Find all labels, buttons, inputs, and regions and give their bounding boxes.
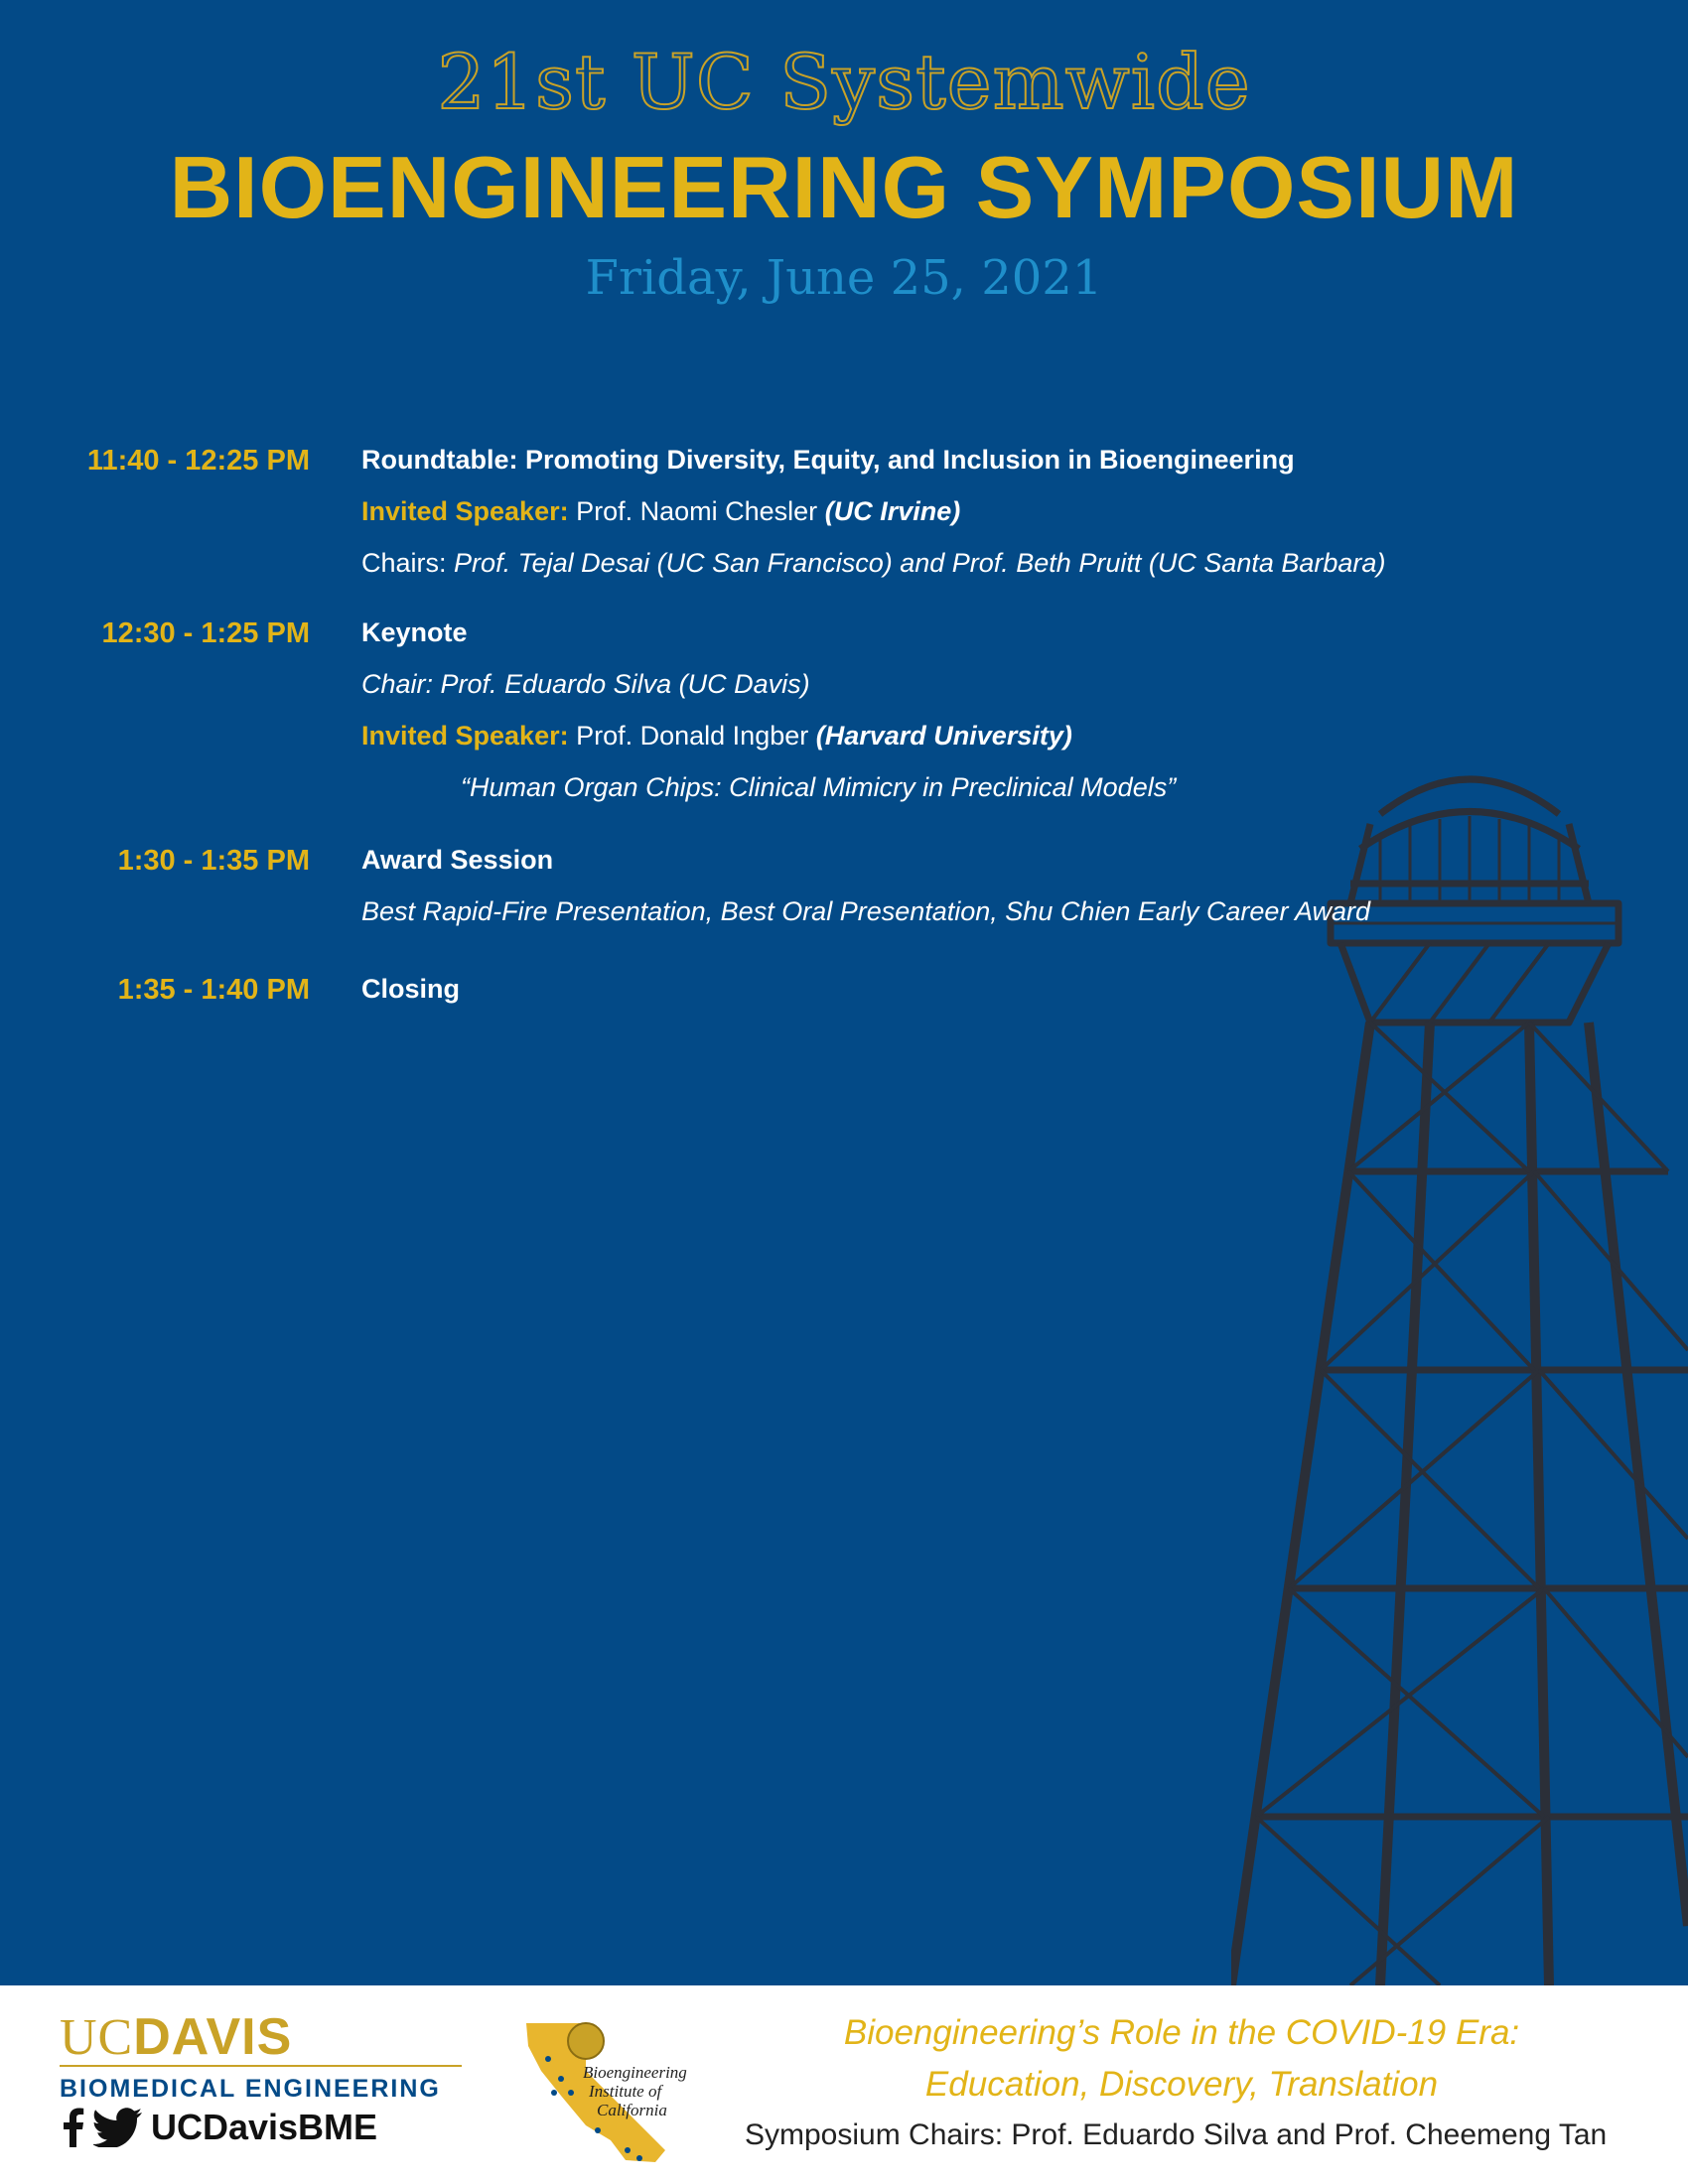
theme-line-2: Education, Discovery, Translation	[924, 2065, 1439, 2104]
schedule-time: 1:30 - 1:35 PM	[117, 845, 310, 877]
speaker-affiliation: (UC Irvine)	[824, 496, 961, 526]
event-title: BIOENGINEERING SYMPOSIUM	[169, 138, 1519, 236]
social-handle[interactable]: UCDavisBME	[151, 2107, 378, 2147]
facebook-icon[interactable]	[60, 2108, 85, 2147]
chairs-names: Prof. Tejal Desai (UC San Francisco) and Prof. Beth Pruitt (UC Santa Barbara)	[454, 548, 1386, 578]
water-tower-illustration	[1231, 754, 1688, 1985]
schedule-title: Closing	[361, 974, 460, 1004]
schedule-title: Roundtable: Promoting Diversity, Equity, and Inclusion in Bioengineering	[361, 445, 1295, 475]
speaker-affiliation: (Harvard University)	[815, 721, 1072, 751]
schedule-time: 1:35 - 1:40 PM	[117, 974, 310, 1006]
chairs-label: Chairs:	[361, 548, 447, 578]
ucdavis-wordmark: UCDAVIS	[60, 2008, 293, 2066]
chair-line: Chair: Prof. Eduardo Silva (UC Davis)	[361, 669, 810, 699]
speaker-name: Prof. Donald Ingber	[576, 721, 809, 751]
schedule-title: Award Session	[361, 845, 554, 875]
speaker-label: Invited Speaker:	[361, 496, 569, 526]
theme-line-1: Bioengineering’s Role in the COVID-19 Era:	[843, 2013, 1520, 2052]
department-name: BIOMEDICAL ENGINEERING	[60, 2075, 441, 2103]
event-date: Friday, June 25, 2021	[585, 250, 1103, 306]
schedule-time: 11:40 - 12:25 PM	[86, 445, 310, 477]
speaker-name: Prof. Naomi Chesler	[576, 496, 818, 526]
bic-logo-text: Bioengineering Institute of California	[583, 2063, 687, 2119]
event-subtitle: 21st UC Systemwide	[437, 38, 1251, 126]
speaker-label: Invited Speaker:	[361, 721, 569, 751]
talk-title: “Human Organ Chips: Clinical Mimicry in Preclinical Models”	[461, 772, 1177, 802]
award-list: Best Rapid-Fire Presentation, Best Oral Presentation, Shu Chien Early Career Award	[361, 896, 1370, 926]
social-links	[60, 2107, 377, 2148]
schedule-title: Keynote	[361, 617, 468, 647]
twitter-icon[interactable]	[93, 2108, 143, 2147]
speaker-line	[361, 721, 1072, 751]
schedule-time: 12:30 - 1:25 PM	[101, 617, 310, 649]
chairs-line	[361, 548, 1385, 579]
ucdavis-bme-logo	[60, 2007, 462, 2104]
symposium-chairs: Symposium Chairs: Prof. Eduardo Silva and Prof. Cheemeng Tan	[745, 2118, 1608, 2151]
speaker-line	[361, 496, 960, 527]
footer	[0, 1985, 1688, 2184]
